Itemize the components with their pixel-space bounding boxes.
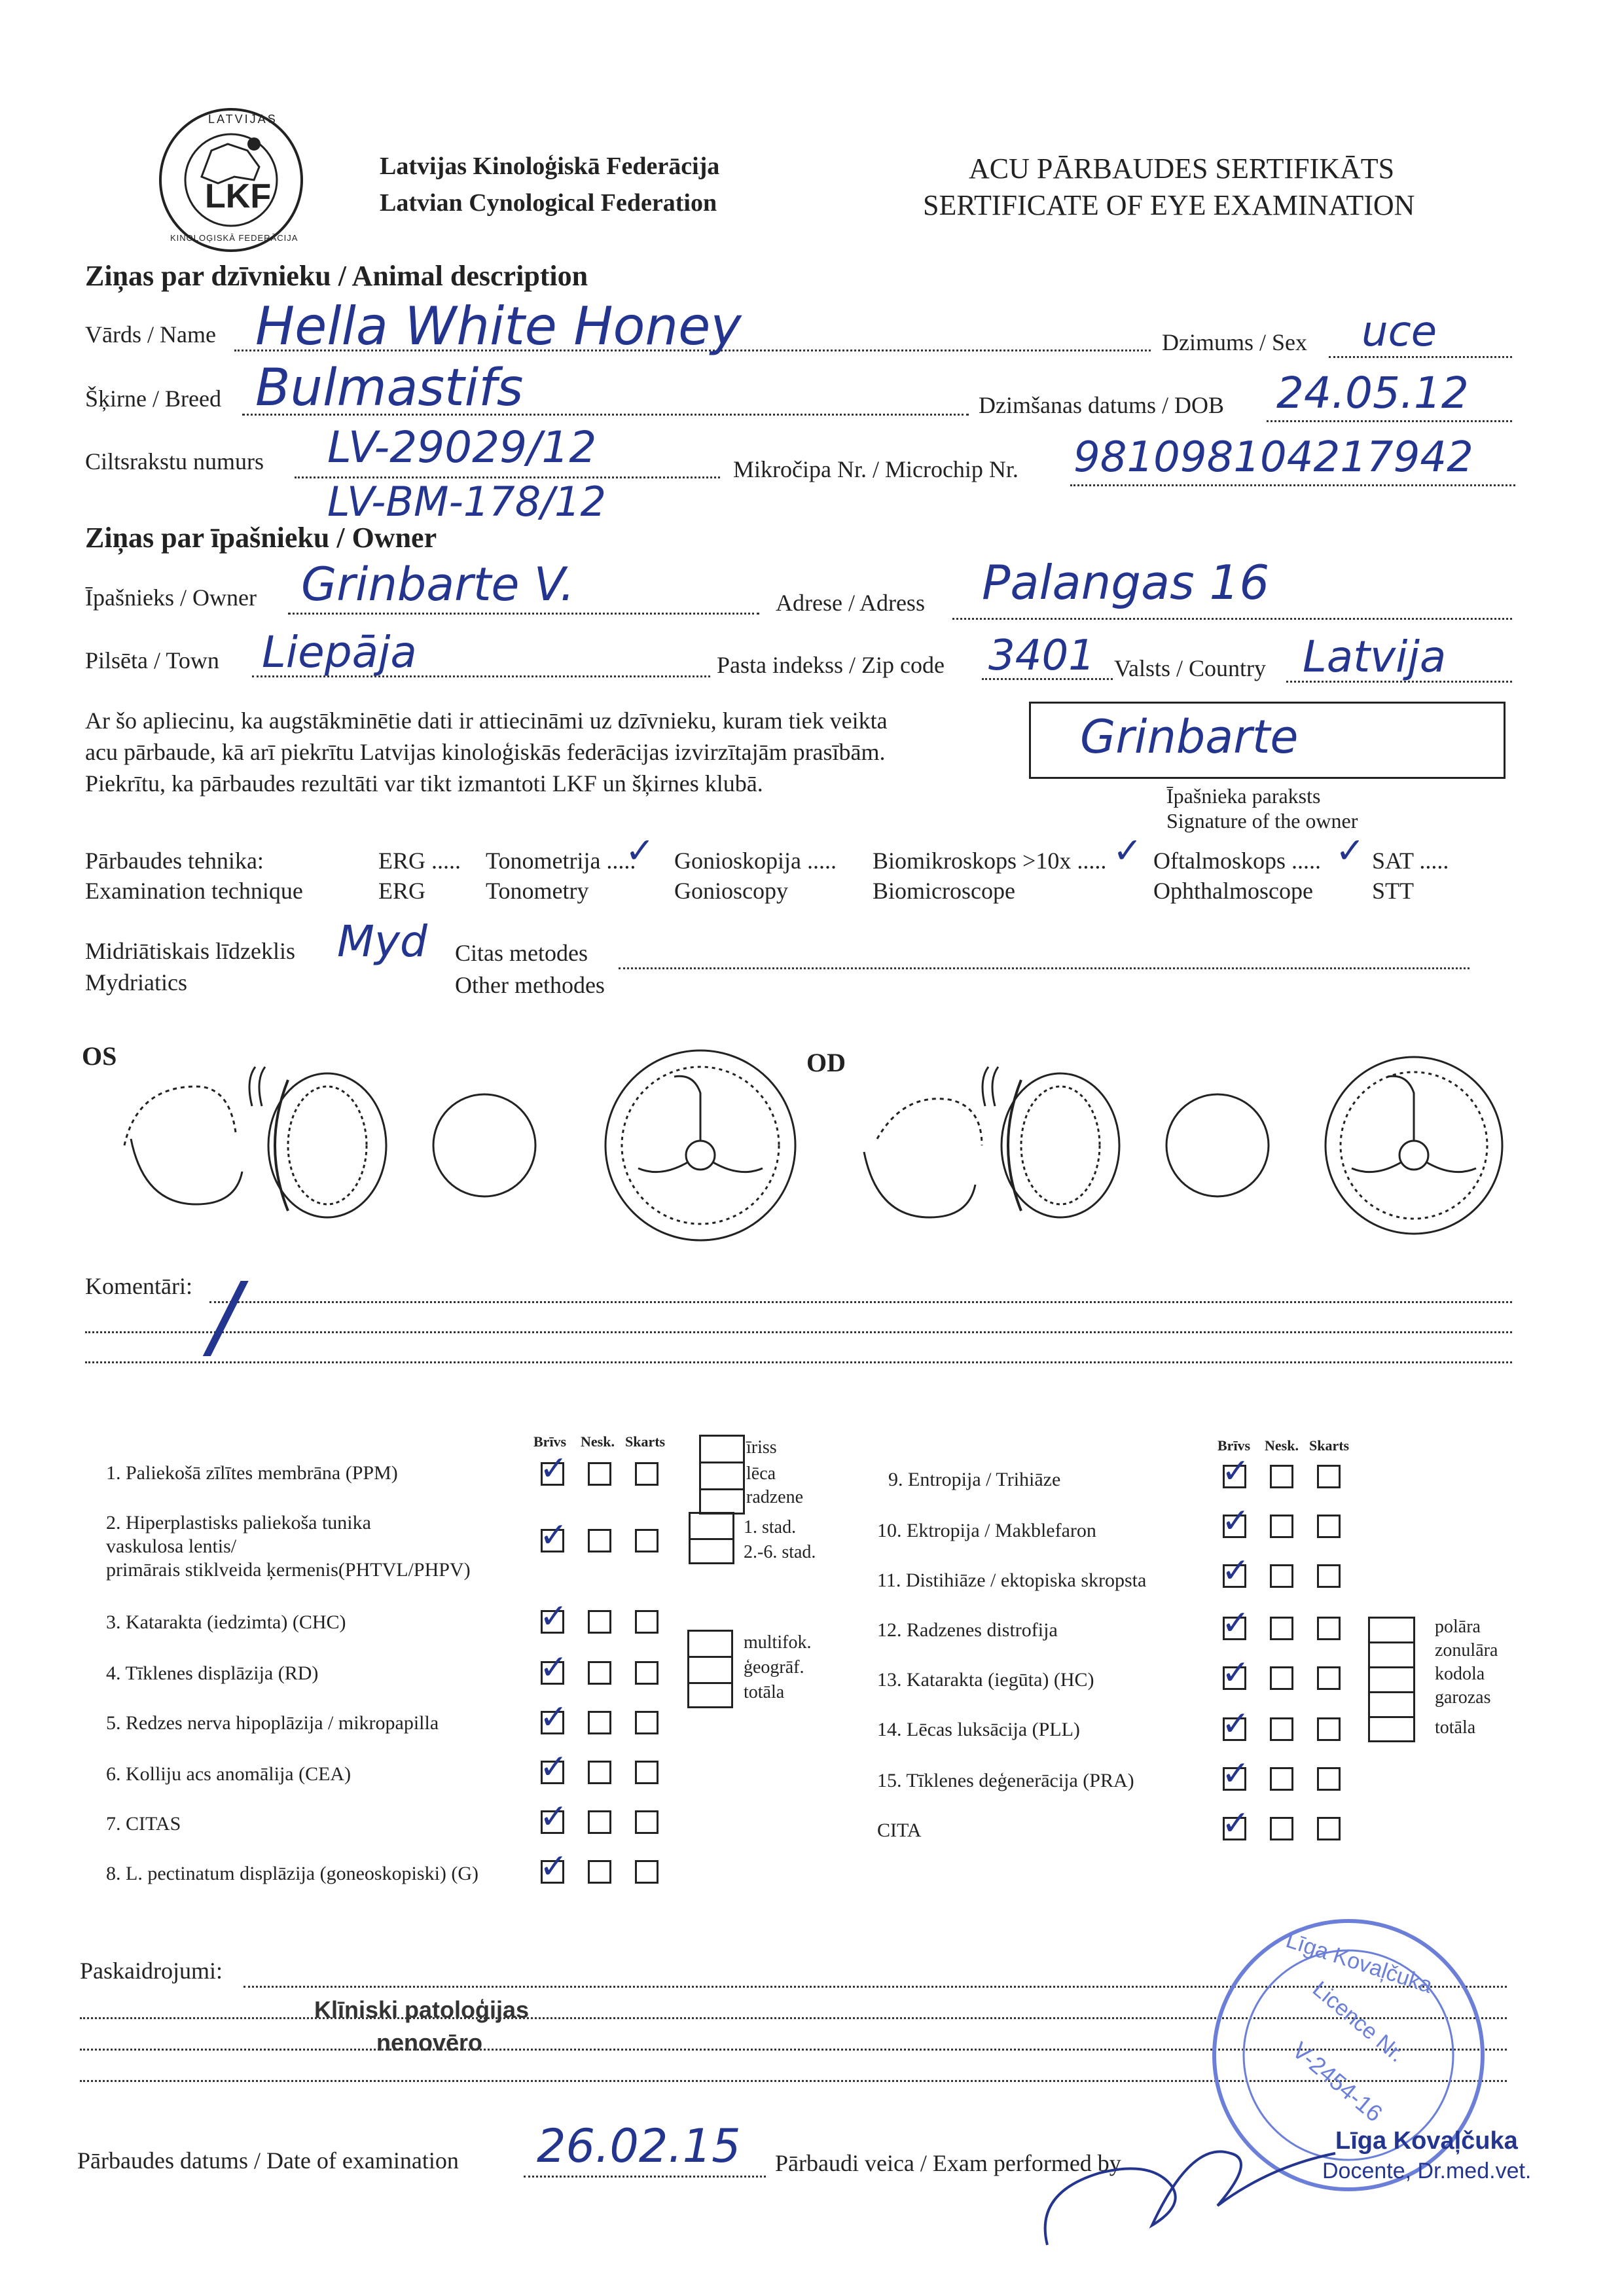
item-13-label: 13. Katarakta (iegūta) (HC)	[877, 1669, 1094, 1691]
right-item-4-free-check: ✓	[1221, 1604, 1250, 1643]
item-12-label: 12. Radzenes distrofija	[877, 1619, 1058, 1641]
name-label: Vārds / Name	[85, 321, 216, 348]
breed-label: Šķirne / Breed	[85, 386, 221, 412]
left-item-7-free-check: ✓	[539, 1797, 568, 1837]
org-name-lv: Latvijas Kinoloģiskā Federācija	[380, 152, 720, 180]
address-value: Palangas 16	[982, 555, 1270, 610]
right-item-7-unsure-checkbox[interactable]	[1270, 1767, 1293, 1791]
item-5-label: 5. Redzes nerva hipoplāzija / mikropapilla	[106, 1712, 439, 1734]
right-item-6-free-check: ✓	[1221, 1704, 1250, 1744]
eye-diagram-os	[105, 1041, 812, 1250]
bio-lv: Biomikroskops >10x .....	[873, 848, 1107, 874]
rd-sub-box	[687, 1630, 733, 1708]
left-item-4-free-check: ✓	[539, 1648, 568, 1687]
cert-title-en: SERTIFICATE OF EYE EXAMINATION	[923, 189, 1415, 221]
mydr-label-en: Mydriatics	[85, 969, 187, 996]
dob-label: Dzimšanas datums / DOB	[979, 392, 1224, 418]
phpv-sub-1: 1. stad.	[744, 1517, 797, 1537]
remarks-label: Paskaidrojumi:	[80, 1958, 223, 1984]
owner-label: Īpašnieks / Owner	[85, 584, 257, 611]
ppm-sub-3: radzene	[746, 1487, 804, 1507]
right-item-1-unsure-checkbox[interactable]	[1270, 1465, 1293, 1488]
left-item-8-affected-checkbox[interactable]	[635, 1860, 658, 1884]
gonio-lv: Gonioskopija .....	[674, 848, 837, 874]
left-item-8-unsure-checkbox[interactable]	[588, 1860, 611, 1884]
eye-diagram-od	[851, 1041, 1506, 1250]
item-7-label: 7. CITAS	[106, 1813, 181, 1835]
right-item-8-unsure-checkbox[interactable]	[1270, 1817, 1293, 1840]
town-label: Pilsēta / Town	[85, 647, 219, 673]
right-item-5-unsure-checkbox[interactable]	[1270, 1666, 1293, 1690]
sex-value: uce	[1362, 308, 1437, 356]
left-item-3-affected-checkbox[interactable]	[635, 1610, 658, 1634]
date-value: 26.02.15	[537, 2119, 741, 2173]
logo-bottom-text: KINOLOĢISKĀ FEDERĀCIJA	[170, 233, 298, 243]
left-item-7-affected-checkbox[interactable]	[635, 1810, 658, 1834]
left-item-1-affected-checkbox[interactable]	[635, 1462, 658, 1486]
left-item-4-affected-checkbox[interactable]	[635, 1661, 658, 1685]
consent-line-2: acu pārbaude, kā arī piekrītu Latvijas kinoloģiskās federācijas izvirzītajām prasībām.	[85, 739, 886, 765]
owner-value: Grinbarte V.	[301, 558, 575, 611]
vet-title: Docente, Dr.med.vet.	[1322, 2159, 1532, 2183]
left-item-6-unsure-checkbox[interactable]	[588, 1761, 611, 1784]
item-11-label: 11. Distihiāze / ektopiska skropsta	[877, 1570, 1147, 1591]
country-value: Latvija	[1303, 632, 1447, 682]
right-item-7-free-check: ✓	[1221, 1754, 1250, 1793]
oft-en: Ophthalmoscope	[1153, 878, 1313, 904]
consent-line-3: Piekrītu, ka pārbaudes rezultāti var tikt izmantoti LKF un šķirnes klubā.	[85, 770, 763, 797]
hc-sub-2: zonulāra	[1435, 1640, 1498, 1660]
col-free-right: Brīvs	[1217, 1437, 1251, 1454]
breed-value: Bulmastifs	[255, 359, 524, 418]
owner-signature: Grinbarte	[1080, 710, 1299, 764]
rd-sub-3: totāla	[744, 1682, 785, 1702]
hc-sub-3: kodola	[1435, 1664, 1485, 1684]
right-item-1-affected-checkbox[interactable]	[1317, 1465, 1341, 1488]
item-8-label: 8. L. pectinatum displāzija (goneoskopiski) (G)	[106, 1863, 479, 1884]
name-value: Hella White Honey	[255, 296, 742, 357]
right-item-2-affected-checkbox[interactable]	[1317, 1515, 1341, 1538]
bio-check: ✓	[1113, 830, 1143, 871]
right-item-5-free-check: ✓	[1221, 1653, 1250, 1693]
signature-label-en: Signature of the owner	[1166, 809, 1358, 833]
ppm-sub-box	[699, 1435, 745, 1515]
mydr-value: Myd	[337, 916, 427, 967]
tono-check: ✓	[625, 830, 655, 871]
right-item-2-free-check: ✓	[1221, 1501, 1250, 1541]
od-label: OD	[806, 1048, 846, 1077]
hc-sub-1: polāra	[1435, 1617, 1481, 1637]
item-2-label-b: vaskulosa lentis/	[106, 1535, 237, 1557]
left-item-1-unsure-checkbox[interactable]	[588, 1462, 611, 1486]
hc-sub-5: totāla	[1435, 1717, 1476, 1738]
right-item-2-unsure-checkbox[interactable]	[1270, 1515, 1293, 1538]
left-item-6-free-check: ✓	[539, 1748, 568, 1787]
item-2-label-c: primārais stiklveida ķermenis(PHTVL/PHPV)	[106, 1559, 471, 1581]
item-3-label: 3. Katarakta (iedzimta) (CHC)	[106, 1611, 346, 1633]
item-2-label: 2. Hiperplastisks paliekoša tunika	[106, 1512, 371, 1534]
sat-en: STT	[1372, 878, 1415, 904]
item-cita-label: CITA	[877, 1820, 922, 1841]
hc-sub-4: garozas	[1435, 1687, 1491, 1708]
right-item-6-affected-checkbox[interactable]	[1317, 1717, 1341, 1741]
stamp-licence: Licence Nr.	[1308, 1976, 1409, 2068]
consent-line-1: Ar šo apliecinu, ka augstākminētie dati ir attiecināmi uz dzīvnieku, kuram tiek veikta	[85, 708, 888, 734]
other-label-en: Other methodes	[455, 972, 605, 998]
animal-heading: Ziņas par dzīvnieku / Animal description	[85, 260, 588, 292]
gonio-en: Gonioscopy	[674, 878, 788, 904]
right-item-4-affected-checkbox[interactable]	[1317, 1617, 1341, 1640]
remarks-stamp-1: Klīniski patoloģijas	[314, 1996, 530, 2023]
stamp-name: Līga Kovaļčuka	[1282, 1928, 1435, 1999]
col-free-left: Brīvs	[533, 1433, 567, 1450]
technique-label-lv: Pārbaudes tehnika:	[85, 848, 264, 874]
phpv-sub-2: 2.-6. stad.	[744, 1542, 816, 1562]
item-10-label: 10. Ektropija / Makblefaron	[877, 1520, 1096, 1541]
left-item-3-free-check: ✓	[539, 1597, 568, 1636]
technique-label-en: Examination technique	[85, 878, 303, 904]
item-6-label: 6. Kolliju acs anomālija (CEA)	[106, 1763, 352, 1785]
os-label: OS	[82, 1041, 117, 1071]
hc-sub-box	[1368, 1617, 1415, 1742]
col-unsure-right: Nesk.	[1265, 1437, 1299, 1454]
right-item-8-affected-checkbox[interactable]	[1317, 1817, 1341, 1840]
oft-check: ✓	[1335, 830, 1365, 871]
left-item-5-unsure-checkbox[interactable]	[588, 1711, 611, 1734]
mydr-label-lv: Midriātiskais līdzeklis	[85, 938, 295, 964]
vet-signature	[1021, 2114, 1362, 2258]
bio-en: Biomicroscope	[873, 878, 1015, 904]
rd-sub-1: multifok.	[744, 1632, 812, 1653]
chip-value: 981098104217942	[1073, 433, 1473, 482]
right-item-4-unsure-checkbox[interactable]	[1270, 1617, 1293, 1640]
item-9-label: 9. Entropija / Trihiāze	[888, 1469, 1061, 1490]
right-item-3-unsure-checkbox[interactable]	[1270, 1564, 1293, 1588]
phpv-sub-box	[689, 1512, 734, 1564]
item-14-label: 14. Lēcas luksācija (PLL)	[877, 1719, 1080, 1740]
left-item-4-unsure-checkbox[interactable]	[588, 1661, 611, 1685]
comments-value: /	[209, 1263, 241, 1370]
right-item-5-affected-checkbox[interactable]	[1317, 1666, 1341, 1690]
tono-en: Tonometry	[486, 878, 589, 904]
left-item-2-affected-checkbox[interactable]	[635, 1529, 658, 1552]
item-1-label: 1. Paliekošā zīlītes membrāna (PPM)	[106, 1462, 398, 1484]
erg-en: ERG	[378, 878, 425, 904]
left-item-5-affected-checkbox[interactable]	[635, 1711, 658, 1734]
right-item-3-free-check: ✓	[1221, 1551, 1250, 1590]
chip-label: Mikročipa Nr. / Microchip Nr.	[733, 456, 1019, 482]
town-value: Liepāja	[262, 627, 417, 677]
col-unsure-left: Nesk.	[581, 1433, 615, 1450]
left-item-7-unsure-checkbox[interactable]	[588, 1810, 611, 1834]
org-name-en: Latvian Cynological Federation	[380, 189, 717, 217]
right-item-6-unsure-checkbox[interactable]	[1270, 1717, 1293, 1741]
reg-value-2: LV-BM-178/12	[327, 478, 606, 526]
left-item-1-free-check: ✓	[539, 1449, 568, 1488]
left-item-5-free-check: ✓	[539, 1698, 568, 1737]
left-item-2-free-check: ✓	[539, 1516, 568, 1555]
cert-title-lv: ACU PĀRBAUDES SERTIFIKĀTS	[969, 152, 1395, 185]
logo-center-text: LKF	[205, 177, 272, 215]
col-affected-left: Skarts	[625, 1433, 666, 1450]
lkf-logo	[156, 105, 306, 255]
ppm-sub-2: lēca	[746, 1463, 776, 1484]
dob-value: 24.05.12	[1276, 368, 1469, 418]
right-item-3-affected-checkbox[interactable]	[1317, 1564, 1341, 1588]
left-item-8-free-check: ✓	[539, 1847, 568, 1886]
remarks-stamp-2: nenovēro	[376, 2029, 483, 2056]
right-item-8-free-check: ✓	[1221, 1804, 1250, 1843]
country-label: Valsts / Country	[1114, 655, 1267, 681]
sex-label: Dzimums / Sex	[1162, 329, 1307, 355]
zip-label: Pasta indekss / Zip code	[717, 652, 945, 678]
stamp-number: V-2454-16	[1287, 2036, 1388, 2127]
address-label: Adrese / Adress	[776, 590, 925, 616]
right-item-1-free-check: ✓	[1221, 1452, 1250, 1491]
comments-label: Komentāri:	[85, 1273, 192, 1299]
left-item-2-unsure-checkbox[interactable]	[588, 1529, 611, 1552]
left-item-6-affected-checkbox[interactable]	[635, 1761, 658, 1784]
performed-label: Pārbaudi veica / Exam performed by	[775, 2150, 1121, 2176]
item-4-label: 4. Tīklenes displāzija (RD)	[106, 1662, 319, 1684]
vet-name: Līga Kovaļčuka	[1335, 2127, 1518, 2155]
sat-lv: SAT .....	[1372, 848, 1449, 874]
rd-sub-2: ģeogrāf.	[744, 1657, 804, 1677]
zip-value: 3401	[988, 632, 1095, 680]
date-label: Pārbaudes datums / Date of examination	[77, 2147, 459, 2174]
tono-lv: Tonometrija .....	[486, 848, 636, 874]
erg-lv: ERG .....	[378, 848, 461, 874]
oft-lv: Oftalmoskops .....	[1153, 848, 1321, 874]
item-15-label: 15. Tīklenes deģenerācija (PRA)	[877, 1770, 1134, 1791]
reg-label: Ciltsrakstu numurs	[85, 448, 264, 475]
right-item-7-affected-checkbox[interactable]	[1317, 1767, 1341, 1791]
col-affected-right: Skarts	[1309, 1437, 1350, 1454]
reg-value-1: LV-29029/12	[327, 422, 597, 473]
signature-label-lv: Īpašnieka paraksts	[1166, 784, 1321, 808]
logo-top-text: LATVIJAS	[208, 113, 278, 126]
ppm-sub-1: īriss	[746, 1437, 777, 1458]
other-label-lv: Citas metodes	[455, 940, 588, 966]
left-item-3-unsure-checkbox[interactable]	[588, 1610, 611, 1634]
owner-heading: Ziņas par īpašnieku / Owner	[85, 522, 437, 554]
